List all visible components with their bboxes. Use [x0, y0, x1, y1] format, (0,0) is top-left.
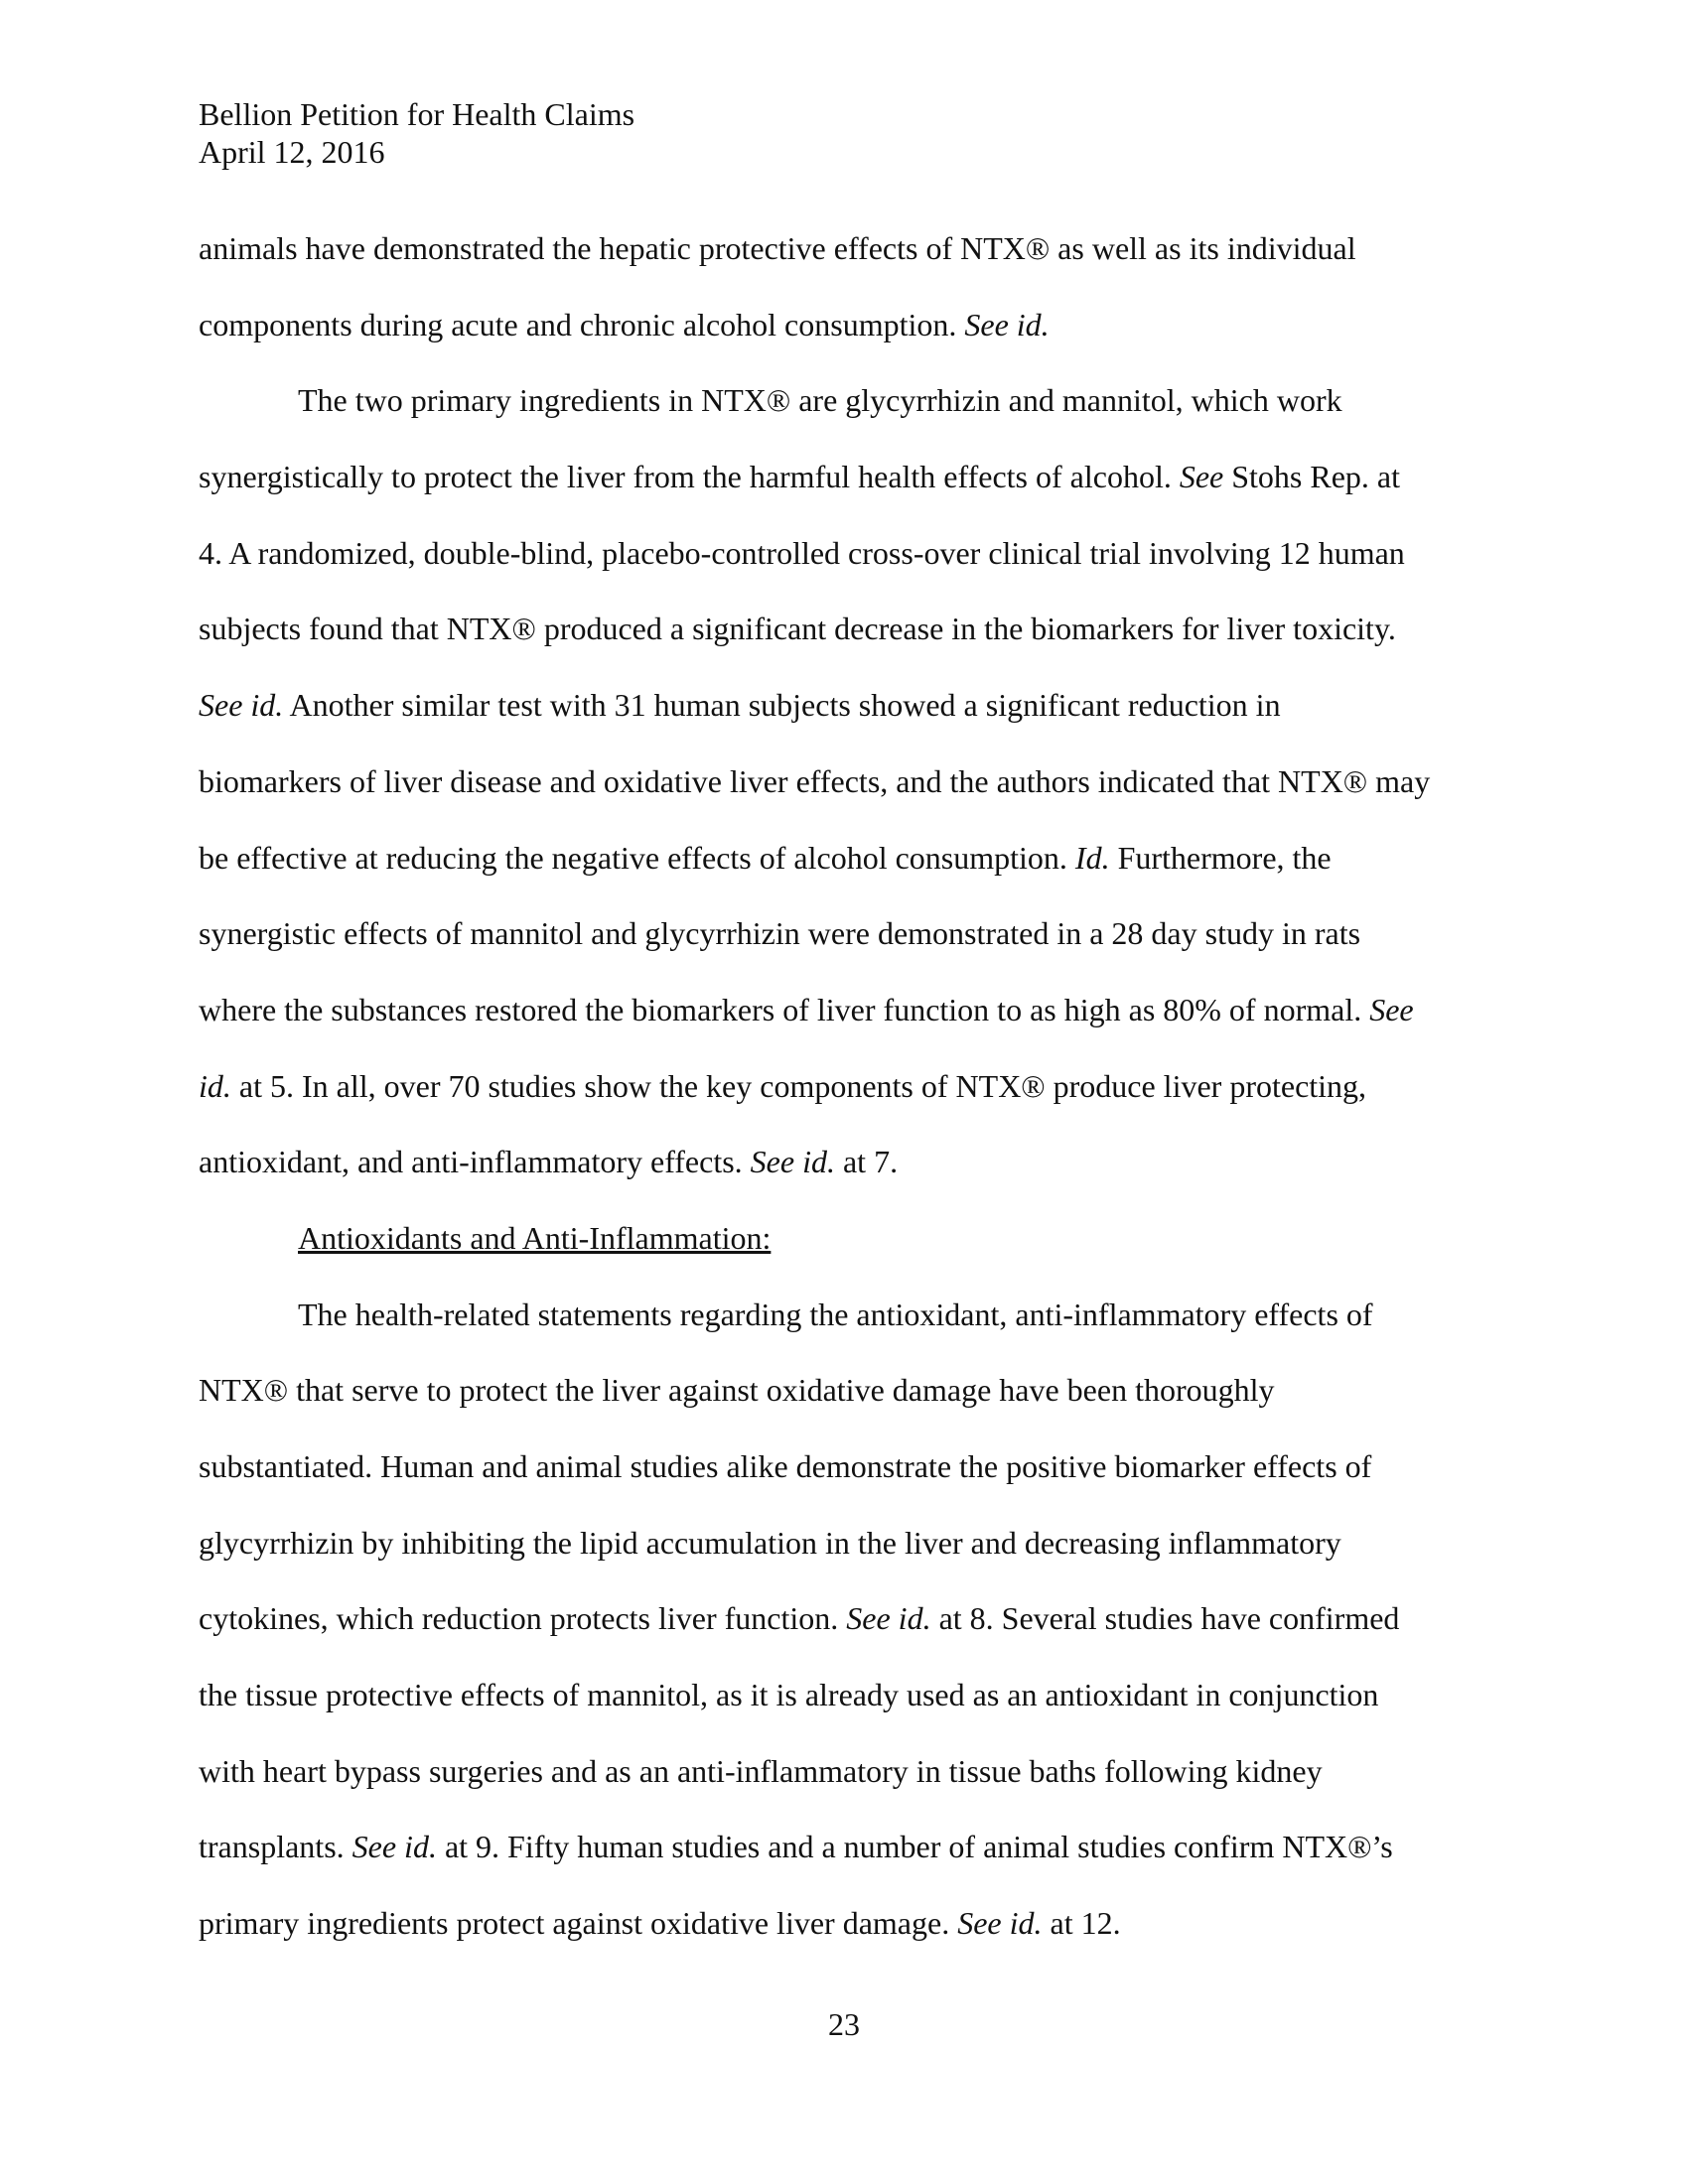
paragraph-start	[199, 1277, 1489, 1353]
text-line	[199, 1048, 1489, 1125]
citation: See id.	[352, 1829, 437, 1865]
text-span: at 5. In all, over 70 studies show the key components of NTX® produce liver protecting,	[230, 1067, 1367, 1104]
text-line	[199, 515, 1489, 592]
header-title: Bellion Petition for Health Claims	[199, 96, 635, 132]
citation: See id.	[957, 1905, 1043, 1942]
text-line	[199, 1352, 1489, 1429]
header-date: April 12, 2016	[199, 134, 385, 170]
section-heading	[199, 1200, 1489, 1277]
text-span: cytokines, which reduction protects liver function.	[199, 1600, 847, 1637]
text-span: glycyrrhizin by inhibiting the lipid accumulation in the liver and decreasing inflammatory	[199, 1524, 1341, 1561]
text-line	[199, 1429, 1489, 1505]
text-span: transplants.	[199, 1829, 352, 1865]
text-line	[199, 744, 1489, 820]
text-line	[199, 1505, 1489, 1581]
text-span: subjects found that NTX® produced a significant decrease in the biomarkers for liver toxicity.	[199, 611, 1396, 647]
text-span: with heart bypass surgeries and as an anti-inflammatory in tissue baths following kidney	[199, 1752, 1323, 1789]
text-line	[199, 1657, 1489, 1733]
running-header	[199, 95, 634, 171]
citation: See	[1369, 991, 1414, 1027]
text-span: at 9. Fifty human studies and a number of animal studies confirm NTX®’s	[436, 1829, 1393, 1865]
section-heading-text: Antioxidants and Anti-Inflammation:	[298, 1219, 772, 1256]
text-line	[199, 1580, 1489, 1657]
text-line	[199, 1809, 1489, 1885]
text-span: antioxidant, and anti-inflammatory effects.	[199, 1144, 751, 1180]
text-line	[199, 591, 1489, 667]
text-line	[199, 1885, 1489, 1962]
text-span: where the substances restored the biomarkers of liver function to as high as 80% of normal.	[199, 991, 1370, 1027]
citation: See id.	[750, 1144, 835, 1180]
text-span: be effective at reducing the negative effects of alcohol consumption.	[199, 839, 1075, 876]
text-line	[199, 1124, 1489, 1200]
text-span: 4. A randomized, double-blind, placebo-controlled cross-over clinical trial involving 12 human	[199, 534, 1405, 571]
text-span: the tissue protective effects of mannitol, as it is already used as an antioxidant in conjunction	[199, 1677, 1379, 1713]
body-text	[199, 210, 1489, 1962]
text-span: at 8. Several studies have confirmed	[930, 1600, 1400, 1637]
text-line	[199, 210, 1489, 287]
citation: See id.	[199, 687, 284, 724]
text-span: biomarkers of liver disease and oxidative liver effects, and the authors indicated that NTX® may	[199, 762, 1431, 799]
text-line	[199, 895, 1489, 972]
citation: See id.	[964, 306, 1050, 342]
citation: See	[1179, 459, 1224, 495]
citation: id.	[199, 1067, 231, 1104]
text-span: NTX® that serve to protect the liver against oxidative damage have been thoroughly	[199, 1372, 1275, 1409]
text-span: The health-related statements regarding the antioxidant, anti-inflammatory effects of	[298, 1296, 1373, 1332]
text-line	[199, 439, 1489, 515]
text-line	[199, 820, 1489, 896]
paragraph-start	[199, 362, 1489, 439]
citation: See id.	[846, 1600, 931, 1637]
text-span: at 12.	[1042, 1905, 1121, 1942]
text-line	[199, 1733, 1489, 1810]
text-span: animals have demonstrated the hepatic protective effects of NTX® as well as its individual	[199, 230, 1356, 266]
page-number: 23	[828, 2006, 860, 2042]
text-span: components during acute and chronic alcohol consumption.	[199, 306, 965, 342]
text-line	[199, 972, 1489, 1048]
text-span: substantiated. Human and animal studies alike demonstrate the positive biomarker effects of	[199, 1448, 1372, 1484]
text-span: synergistic effects of mannitol and glycyrrhizin were demonstrated in a 28 day study in rats	[199, 915, 1361, 952]
text-span: Another similar test with 31 human subjects showed a significant reduction in	[283, 687, 1281, 724]
text-span: primary ingredients protect against oxidative liver damage.	[199, 1905, 958, 1942]
text-span: synergistically to protect the liver from the harmful health effects of alcohol.	[199, 459, 1180, 495]
text-span: at 7.	[834, 1144, 899, 1180]
text-line	[199, 667, 1489, 744]
text-span: Furthermore, the	[1109, 839, 1332, 876]
text-line	[199, 287, 1489, 363]
text-span: The two primary ingredients in NTX® are glycyrrhizin and mannitol, which work	[298, 382, 1342, 419]
citation: Id.	[1074, 839, 1110, 876]
text-span: Stohs Rep. at	[1223, 459, 1401, 495]
